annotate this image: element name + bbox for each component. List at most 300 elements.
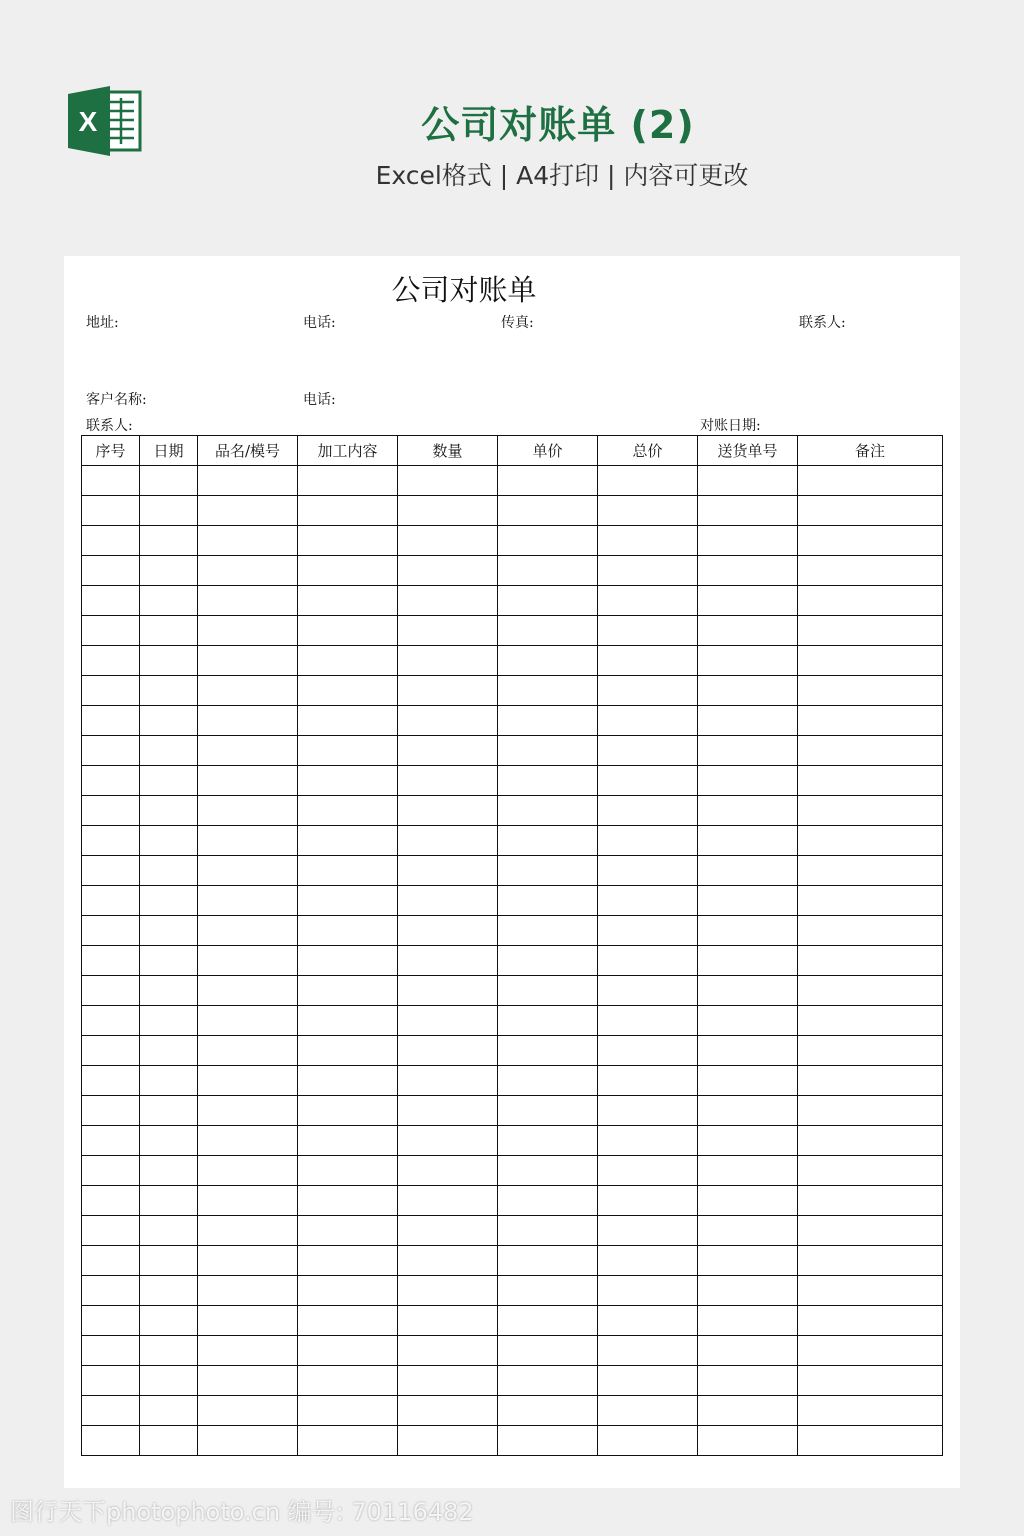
table-cell[interactable]: [298, 916, 398, 946]
table-cell[interactable]: [598, 1096, 698, 1126]
table-cell[interactable]: [398, 1426, 498, 1456]
table-cell[interactable]: [140, 1066, 198, 1096]
table-cell[interactable]: [398, 1246, 498, 1276]
table-cell[interactable]: [298, 1396, 398, 1426]
table-cell[interactable]: [498, 1096, 598, 1126]
table-cell[interactable]: [598, 826, 698, 856]
table-cell[interactable]: [398, 526, 498, 556]
table-cell[interactable]: [498, 646, 598, 676]
table-cell[interactable]: [198, 706, 298, 736]
table-cell[interactable]: [598, 856, 698, 886]
table-cell[interactable]: [498, 1396, 598, 1426]
table-cell[interactable]: [82, 1276, 140, 1306]
table-cell[interactable]: [698, 976, 798, 1006]
table-cell[interactable]: [398, 1306, 498, 1336]
table-cell[interactable]: [140, 496, 198, 526]
table-cell[interactable]: [498, 1246, 598, 1276]
table-cell[interactable]: [140, 1216, 198, 1246]
table-cell[interactable]: [198, 1426, 298, 1456]
table-cell[interactable]: [598, 886, 698, 916]
table-cell[interactable]: [798, 946, 943, 976]
table-cell[interactable]: [598, 646, 698, 676]
table-cell[interactable]: [82, 676, 140, 706]
table-cell[interactable]: [298, 466, 398, 496]
table-cell[interactable]: [698, 1066, 798, 1096]
table-cell[interactable]: [298, 1126, 398, 1156]
table-cell[interactable]: [698, 1216, 798, 1246]
table-cell[interactable]: [198, 946, 298, 976]
table-cell[interactable]: [598, 616, 698, 646]
table-cell[interactable]: [798, 886, 943, 916]
table-cell[interactable]: [140, 1186, 198, 1216]
table-cell[interactable]: [598, 1246, 698, 1276]
table-cell[interactable]: [398, 556, 498, 586]
table-cell[interactable]: [698, 856, 798, 886]
table-cell[interactable]: [398, 826, 498, 856]
table-cell[interactable]: [498, 886, 598, 916]
table-cell[interactable]: [498, 1036, 598, 1066]
table-cell[interactable]: [298, 1006, 398, 1036]
table-cell[interactable]: [198, 796, 298, 826]
table-cell[interactable]: [82, 616, 140, 646]
table-cell[interactable]: [698, 1336, 798, 1366]
table-cell[interactable]: [598, 586, 698, 616]
table-cell[interactable]: [140, 826, 198, 856]
table-cell[interactable]: [698, 886, 798, 916]
table-cell[interactable]: [498, 556, 598, 586]
table-cell[interactable]: [698, 1006, 798, 1036]
table-cell[interactable]: [298, 1216, 398, 1246]
table-cell[interactable]: [398, 1096, 498, 1126]
table-cell[interactable]: [398, 916, 498, 946]
table-cell[interactable]: [198, 976, 298, 1006]
table-cell[interactable]: [798, 466, 943, 496]
table-cell[interactable]: [598, 1396, 698, 1426]
table-cell[interactable]: [498, 526, 598, 556]
table-cell[interactable]: [82, 1186, 140, 1216]
table-cell[interactable]: [598, 946, 698, 976]
table-cell[interactable]: [498, 1276, 598, 1306]
table-cell[interactable]: [198, 646, 298, 676]
table-cell[interactable]: [698, 646, 798, 676]
table-cell[interactable]: [398, 1156, 498, 1186]
table-cell[interactable]: [82, 796, 140, 826]
table-cell[interactable]: [798, 796, 943, 826]
table-cell[interactable]: [82, 1036, 140, 1066]
table-cell[interactable]: [798, 706, 943, 736]
table-cell[interactable]: [298, 646, 398, 676]
table-cell[interactable]: [82, 556, 140, 586]
table-cell[interactable]: [598, 1306, 698, 1336]
table-cell[interactable]: [498, 1186, 598, 1216]
table-cell[interactable]: [398, 496, 498, 526]
table-cell[interactable]: [798, 1156, 943, 1186]
table-cell[interactable]: [798, 556, 943, 586]
table-cell[interactable]: [798, 1096, 943, 1126]
table-cell[interactable]: [140, 1336, 198, 1366]
table-cell[interactable]: [298, 796, 398, 826]
table-cell[interactable]: [398, 616, 498, 646]
table-cell[interactable]: [398, 856, 498, 886]
table-cell[interactable]: [82, 1246, 140, 1276]
table-cell[interactable]: [398, 886, 498, 916]
table-cell[interactable]: [82, 706, 140, 736]
table-cell[interactable]: [798, 976, 943, 1006]
table-cell[interactable]: [140, 676, 198, 706]
table-cell[interactable]: [82, 1336, 140, 1366]
table-cell[interactable]: [398, 586, 498, 616]
table-cell[interactable]: [140, 556, 198, 586]
table-cell[interactable]: [598, 1426, 698, 1456]
table-cell[interactable]: [140, 1036, 198, 1066]
table-cell[interactable]: [82, 826, 140, 856]
table-cell[interactable]: [698, 1276, 798, 1306]
table-cell[interactable]: [140, 1096, 198, 1126]
table-cell[interactable]: [798, 1426, 943, 1456]
table-cell[interactable]: [298, 856, 398, 886]
table-cell[interactable]: [298, 1186, 398, 1216]
table-row: [82, 1216, 943, 1246]
table-cell[interactable]: [798, 1186, 943, 1216]
table-cell[interactable]: [498, 796, 598, 826]
table-cell[interactable]: [82, 736, 140, 766]
table-cell[interactable]: [498, 616, 598, 646]
table-cell[interactable]: [198, 556, 298, 586]
table-cell[interactable]: [398, 1276, 498, 1306]
table-cell[interactable]: [298, 1096, 398, 1126]
table-cell[interactable]: [598, 1216, 698, 1246]
table-cell[interactable]: [82, 466, 140, 496]
table-cell[interactable]: [798, 496, 943, 526]
table-cell[interactable]: [698, 826, 798, 856]
table-cell[interactable]: [298, 556, 398, 586]
table-cell[interactable]: [298, 1066, 398, 1096]
table-cell[interactable]: [598, 466, 698, 496]
table-cell[interactable]: [82, 946, 140, 976]
table-cell[interactable]: [498, 1006, 598, 1036]
table-cell[interactable]: [298, 1426, 398, 1456]
table-cell[interactable]: [598, 796, 698, 826]
table-cell[interactable]: [798, 1126, 943, 1156]
table-cell[interactable]: [498, 1366, 598, 1396]
table-cell[interactable]: [82, 886, 140, 916]
table-cell[interactable]: [198, 1126, 298, 1156]
table-cell[interactable]: [598, 526, 698, 556]
table-cell[interactable]: [82, 496, 140, 526]
table-cell[interactable]: [298, 706, 398, 736]
table-cell[interactable]: [398, 736, 498, 766]
table-cell[interactable]: [498, 1126, 598, 1156]
table-cell[interactable]: [498, 706, 598, 736]
table-cell[interactable]: [82, 976, 140, 1006]
table-cell[interactable]: [798, 856, 943, 886]
table-cell[interactable]: [298, 676, 398, 706]
table-cell[interactable]: [82, 1366, 140, 1396]
table-cell[interactable]: [698, 946, 798, 976]
table-cell[interactable]: [198, 526, 298, 556]
table-cell[interactable]: [298, 976, 398, 1006]
table-cell[interactable]: [140, 946, 198, 976]
table-cell[interactable]: [698, 1036, 798, 1066]
table-cell[interactable]: [598, 676, 698, 706]
table-cell[interactable]: [140, 916, 198, 946]
table-cell[interactable]: [298, 826, 398, 856]
table-cell[interactable]: [698, 556, 798, 586]
table-cell[interactable]: [698, 1306, 798, 1336]
table-cell[interactable]: [398, 466, 498, 496]
table-cell[interactable]: [298, 736, 398, 766]
table-cell[interactable]: [698, 616, 798, 646]
table-cell[interactable]: [298, 496, 398, 526]
table-cell[interactable]: [140, 736, 198, 766]
table-cell[interactable]: [598, 1156, 698, 1186]
table-cell[interactable]: [198, 1006, 298, 1036]
table-cell[interactable]: [198, 886, 298, 916]
table-cell[interactable]: [82, 1216, 140, 1246]
table-cell[interactable]: [198, 1366, 298, 1396]
table-cell[interactable]: [198, 1186, 298, 1216]
table-cell[interactable]: [82, 1306, 140, 1336]
table-cell[interactable]: [140, 526, 198, 556]
table-cell[interactable]: [498, 1306, 598, 1336]
table-cell[interactable]: [198, 1396, 298, 1426]
table-cell[interactable]: [698, 1246, 798, 1276]
table-cell[interactable]: [698, 1366, 798, 1396]
table-cell[interactable]: [598, 1006, 698, 1036]
table-cell[interactable]: [140, 796, 198, 826]
table-cell[interactable]: [398, 1066, 498, 1096]
table-cell[interactable]: [298, 586, 398, 616]
table-cell[interactable]: [198, 856, 298, 886]
table-cell[interactable]: [82, 1126, 140, 1156]
table-cell[interactable]: [498, 586, 598, 616]
table-cell[interactable]: [598, 1126, 698, 1156]
table-cell[interactable]: [398, 1036, 498, 1066]
table-cell[interactable]: [298, 1036, 398, 1066]
table-cell[interactable]: [498, 826, 598, 856]
table-cell[interactable]: [298, 766, 398, 796]
table-cell[interactable]: [698, 496, 798, 526]
table-cell[interactable]: [140, 706, 198, 736]
table-cell[interactable]: [198, 676, 298, 706]
table-cell[interactable]: [698, 796, 798, 826]
table-cell[interactable]: [298, 886, 398, 916]
table-cell[interactable]: [298, 526, 398, 556]
table-cell[interactable]: [798, 1216, 943, 1246]
table-cell[interactable]: [198, 1276, 298, 1306]
table-cell[interactable]: [198, 1246, 298, 1276]
table-cell[interactable]: [82, 646, 140, 676]
table-cell[interactable]: [498, 916, 598, 946]
table-cell[interactable]: [298, 1156, 398, 1186]
table-cell[interactable]: [798, 1276, 943, 1306]
table-cell[interactable]: [140, 586, 198, 616]
table-cell[interactable]: [598, 1186, 698, 1216]
table-cell[interactable]: [698, 1126, 798, 1156]
table-cell[interactable]: [398, 1216, 498, 1246]
table-row: [82, 1366, 943, 1396]
table-cell[interactable]: [140, 1246, 198, 1276]
table-cell[interactable]: [498, 1216, 598, 1246]
table-cell[interactable]: [398, 766, 498, 796]
table-cell[interactable]: [82, 1096, 140, 1126]
table-cell[interactable]: [498, 1066, 598, 1096]
table-cell[interactable]: [498, 946, 598, 976]
table-cell[interactable]: [498, 1156, 598, 1186]
table-cell[interactable]: [798, 1306, 943, 1336]
table-cell[interactable]: [82, 916, 140, 946]
table-cell[interactable]: [140, 766, 198, 796]
table-cell[interactable]: [798, 1036, 943, 1066]
table-cell[interactable]: [798, 1396, 943, 1426]
table-cell[interactable]: [198, 766, 298, 796]
table-cell[interactable]: [498, 466, 598, 496]
table-cell[interactable]: [140, 1276, 198, 1306]
table-cell[interactable]: [398, 976, 498, 1006]
table-cell[interactable]: [698, 1096, 798, 1126]
table-cell[interactable]: [798, 1336, 943, 1366]
table-cell[interactable]: [798, 826, 943, 856]
table-cell[interactable]: [298, 1276, 398, 1306]
table-cell[interactable]: [140, 1426, 198, 1456]
table-cell[interactable]: [298, 1306, 398, 1336]
table-cell[interactable]: [798, 1366, 943, 1396]
table-cell[interactable]: [398, 646, 498, 676]
table-cell[interactable]: [140, 466, 198, 496]
table-cell[interactable]: [398, 1366, 498, 1396]
table-cell[interactable]: [140, 886, 198, 916]
table-cell[interactable]: [698, 1156, 798, 1186]
table-cell[interactable]: [598, 1366, 698, 1396]
table-cell[interactable]: [198, 1096, 298, 1126]
table-cell[interactable]: [598, 496, 698, 526]
table-cell[interactable]: [498, 766, 598, 796]
table-cell[interactable]: [198, 736, 298, 766]
table-cell[interactable]: [82, 1006, 140, 1036]
table-cell[interactable]: [198, 826, 298, 856]
table-cell[interactable]: [798, 526, 943, 556]
table-cell[interactable]: [398, 1126, 498, 1156]
table-cell[interactable]: [198, 616, 298, 646]
table-cell[interactable]: [82, 586, 140, 616]
table-cell[interactable]: [398, 1396, 498, 1426]
table-cell[interactable]: [698, 1186, 798, 1216]
table-cell[interactable]: [798, 1066, 943, 1096]
table-cell[interactable]: [82, 1426, 140, 1456]
table-cell[interactable]: [698, 586, 798, 616]
table-cell[interactable]: [598, 1066, 698, 1096]
table-cell[interactable]: [298, 1246, 398, 1276]
table-cell[interactable]: [798, 1006, 943, 1036]
table-cell[interactable]: [798, 616, 943, 646]
table-cell[interactable]: [198, 586, 298, 616]
table-cell[interactable]: [298, 946, 398, 976]
table-cell[interactable]: [798, 766, 943, 796]
table-cell[interactable]: [698, 466, 798, 496]
table-cell[interactable]: [140, 1366, 198, 1396]
table-cell[interactable]: [198, 1036, 298, 1066]
table-cell[interactable]: [498, 1426, 598, 1456]
table-cell[interactable]: [298, 1366, 398, 1396]
table-cell[interactable]: [398, 706, 498, 736]
table-cell[interactable]: [398, 796, 498, 826]
table-cell[interactable]: [198, 1156, 298, 1186]
table-cell[interactable]: [198, 496, 298, 526]
table-cell[interactable]: [140, 1156, 198, 1186]
table-cell[interactable]: [498, 856, 598, 886]
table-cell[interactable]: [798, 586, 943, 616]
table-cell[interactable]: [398, 676, 498, 706]
table-cell[interactable]: [198, 1306, 298, 1336]
table-cell[interactable]: [140, 646, 198, 676]
table-cell[interactable]: [798, 676, 943, 706]
table-cell[interactable]: [698, 736, 798, 766]
table-cell[interactable]: [82, 1396, 140, 1426]
table-cell[interactable]: [598, 556, 698, 586]
table-cell[interactable]: [140, 1006, 198, 1036]
table-cell[interactable]: [140, 856, 198, 886]
table-cell[interactable]: [498, 676, 598, 706]
table-cell[interactable]: [82, 766, 140, 796]
table-cell[interactable]: [798, 646, 943, 676]
table-cell[interactable]: [198, 1336, 298, 1366]
table-cell[interactable]: [398, 1006, 498, 1036]
table-cell[interactable]: [398, 946, 498, 976]
table-cell[interactable]: [498, 976, 598, 1006]
table-cell[interactable]: [698, 916, 798, 946]
table-cell[interactable]: [798, 916, 943, 946]
table-cell[interactable]: [82, 1156, 140, 1186]
table-cell[interactable]: [498, 736, 598, 766]
table-cell[interactable]: [598, 766, 698, 796]
table-cell[interactable]: [82, 856, 140, 886]
table-cell[interactable]: [598, 976, 698, 1006]
table-cell[interactable]: [198, 916, 298, 946]
table-cell[interactable]: [140, 1306, 198, 1336]
table-cell[interactable]: [398, 1186, 498, 1216]
table-cell[interactable]: [798, 736, 943, 766]
table-cell[interactable]: [198, 1066, 298, 1096]
table-cell[interactable]: [698, 706, 798, 736]
table-cell[interactable]: [698, 1426, 798, 1456]
table-cell[interactable]: [82, 526, 140, 556]
table-cell[interactable]: [598, 916, 698, 946]
table-cell[interactable]: [140, 616, 198, 646]
col-header-quantity: 数量: [398, 436, 498, 466]
table-cell[interactable]: [598, 1336, 698, 1366]
table-cell[interactable]: [298, 616, 398, 646]
table-cell[interactable]: [598, 1276, 698, 1306]
table-cell[interactable]: [798, 1246, 943, 1276]
table-cell[interactable]: [82, 1066, 140, 1096]
table-cell[interactable]: [198, 1216, 298, 1246]
table-cell[interactable]: [498, 1336, 598, 1366]
table-cell[interactable]: [140, 1396, 198, 1426]
table-cell[interactable]: [598, 1036, 698, 1066]
table-cell[interactable]: [698, 1396, 798, 1426]
table-cell[interactable]: [140, 1126, 198, 1156]
table-cell[interactable]: [498, 496, 598, 526]
table-cell[interactable]: [698, 526, 798, 556]
table-cell[interactable]: [698, 676, 798, 706]
table-cell[interactable]: [298, 1336, 398, 1366]
table-cell[interactable]: [140, 976, 198, 1006]
table-cell[interactable]: [598, 706, 698, 736]
table-cell[interactable]: [698, 766, 798, 796]
table-cell[interactable]: [398, 1336, 498, 1366]
table-cell[interactable]: [598, 736, 698, 766]
table-cell[interactable]: [198, 466, 298, 496]
